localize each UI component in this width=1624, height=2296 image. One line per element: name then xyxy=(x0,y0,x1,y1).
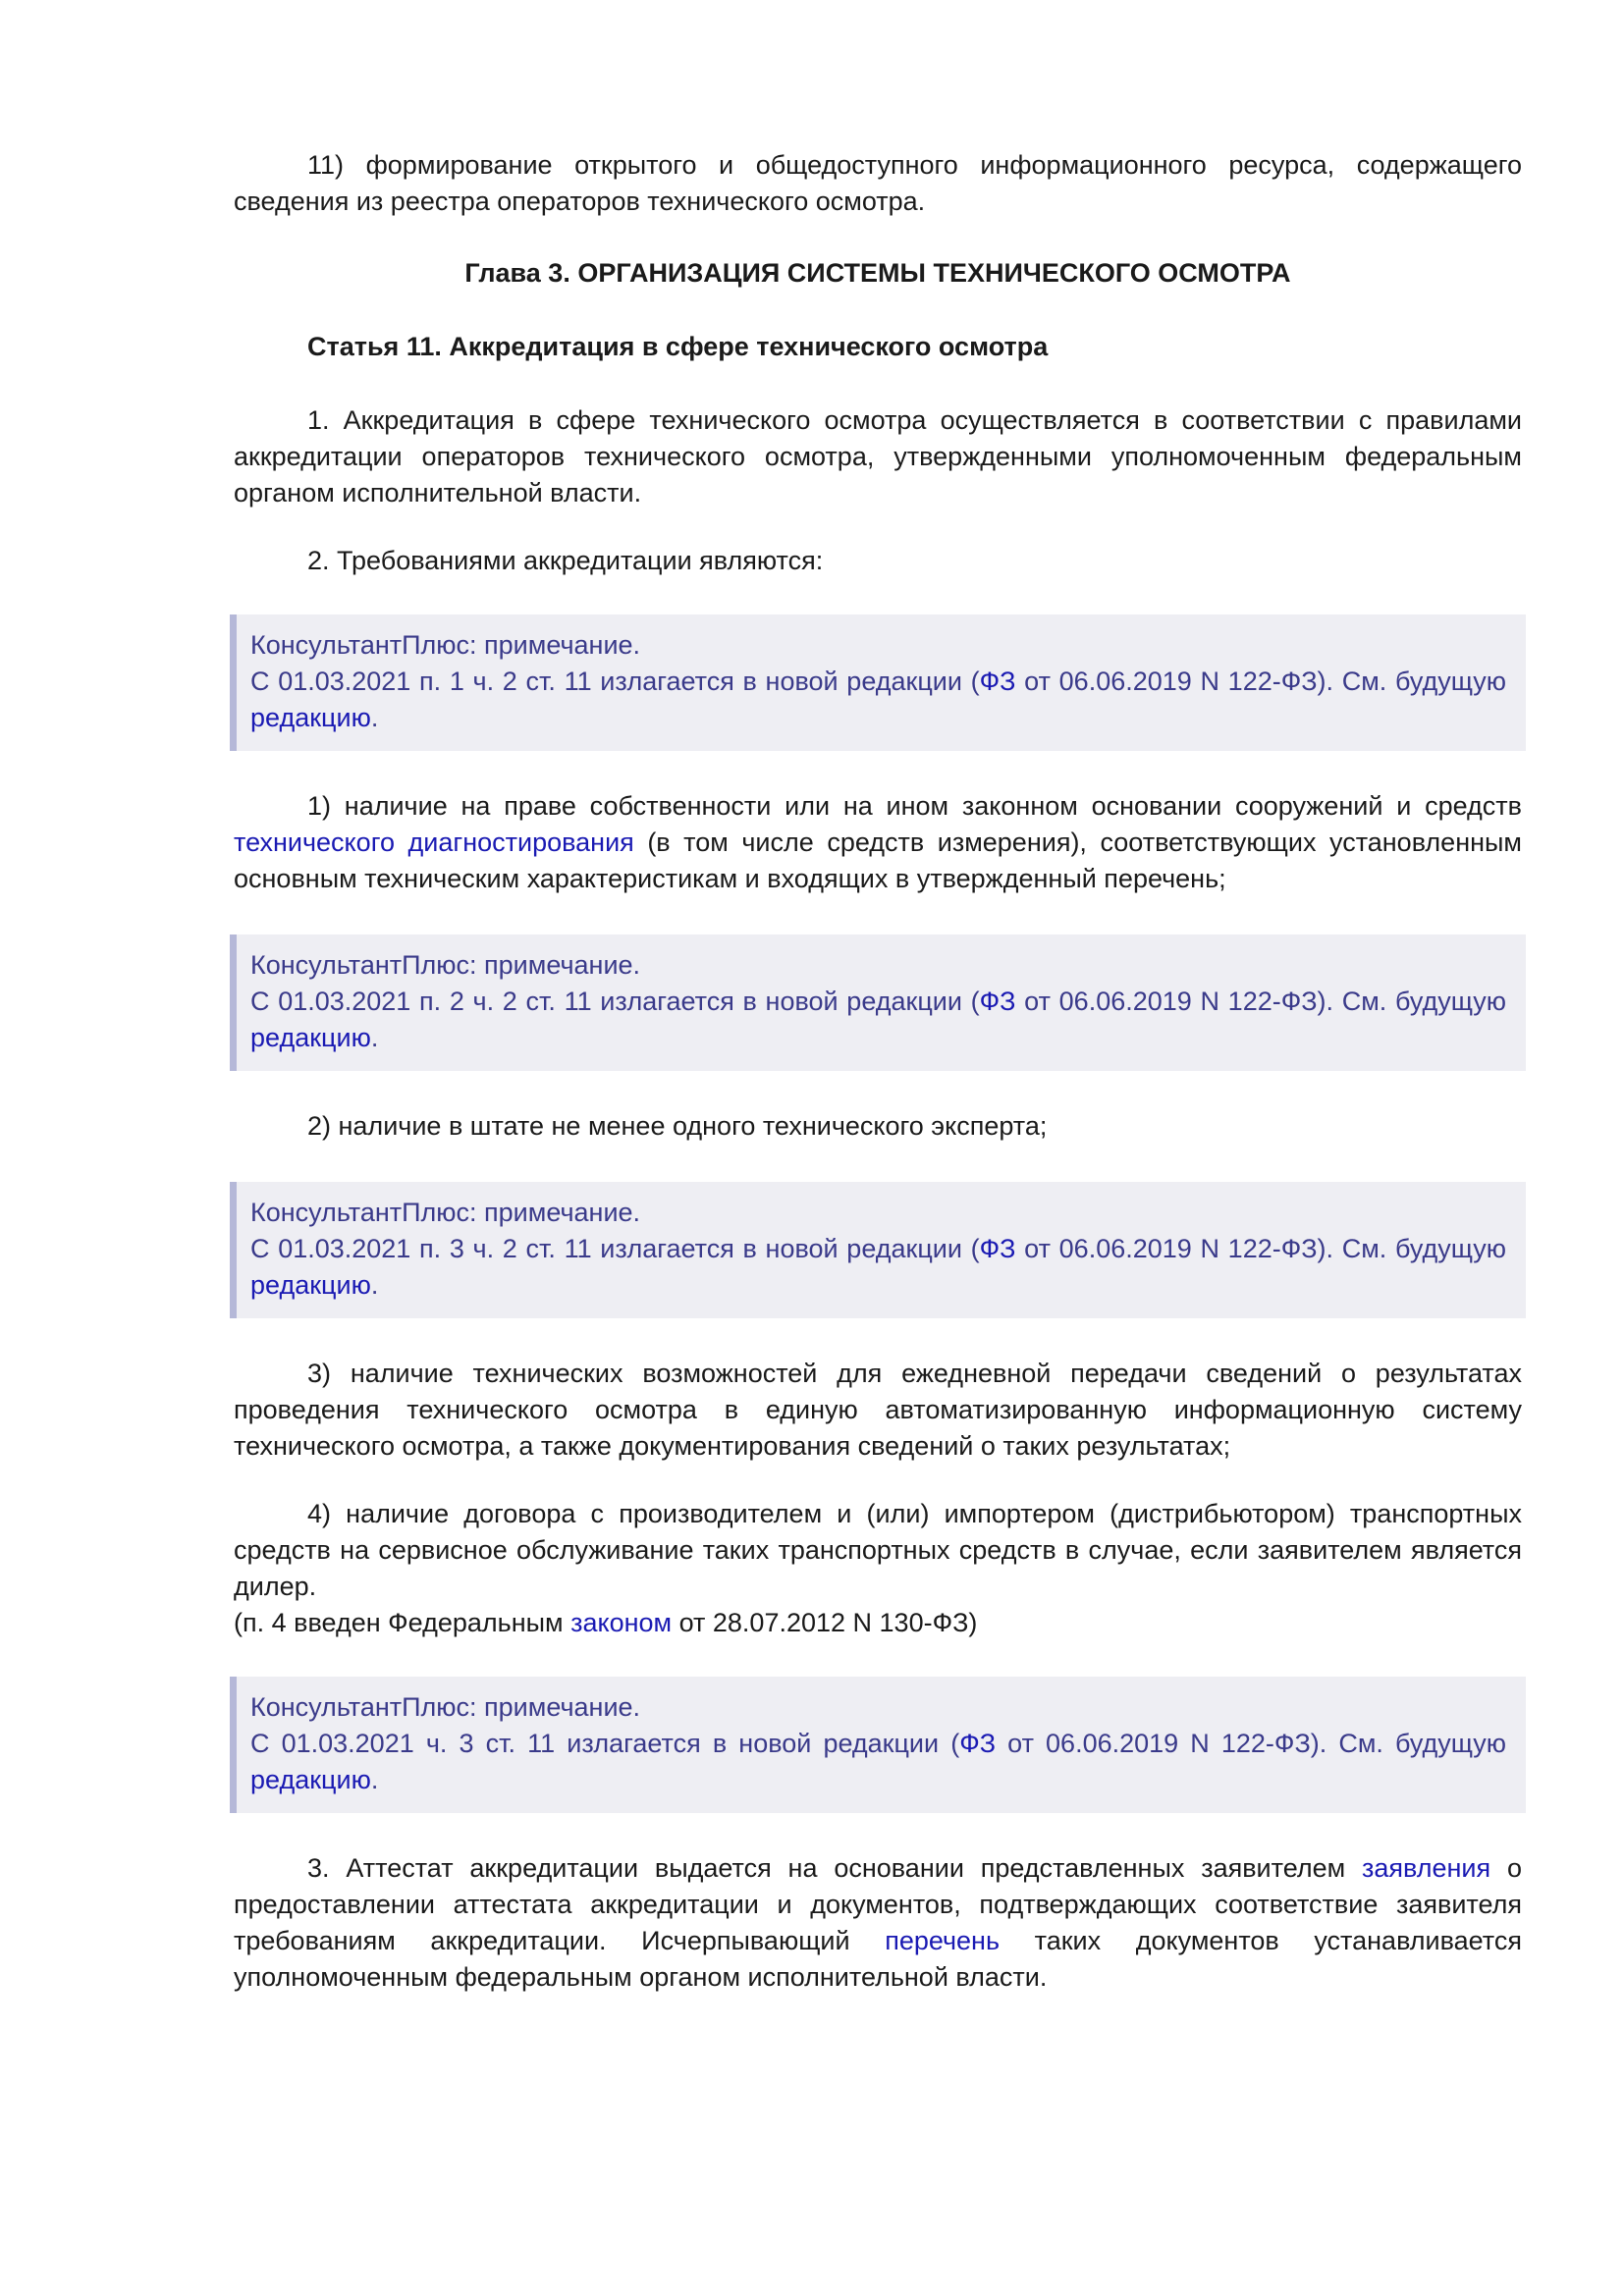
amendment-text-end: от 28.07.2012 N 130-ФЗ) xyxy=(672,1608,978,1637)
note-text-mid: от 06.06.2019 N 122-ФЗ). См. будущую xyxy=(1015,987,1506,1016)
note-title: КонсультантПлюс: примечание. xyxy=(250,950,641,980)
future-edition-link[interactable]: редакцию xyxy=(250,1765,371,1794)
note-title: КонсультантПлюс: примечание. xyxy=(250,1692,641,1722)
requirement-item-2: 2) наличие в штате не менее одного технического эксперта; xyxy=(307,1111,1048,1141)
future-edition-link[interactable]: редакцию xyxy=(250,1270,371,1300)
documents-list-link[interactable]: перечень xyxy=(885,1926,1001,1955)
note-text-mid: от 06.06.2019 N 122-ФЗ). См. будущую xyxy=(1015,667,1506,696)
paragraph-item-11: 11) формирование открытого и общедоступного информационного ресурса, содержащего сведения из реестра операторов технического осмотра. xyxy=(234,150,1522,216)
consultant-note-4 xyxy=(230,1677,1526,1813)
note-body xyxy=(250,984,1506,1056)
requirement-item-1 xyxy=(234,788,1522,897)
note-end: . xyxy=(370,703,379,732)
article-part-3 xyxy=(234,1850,1522,1996)
fz-link[interactable]: ФЗ xyxy=(979,667,1016,696)
note-text: С 01.03.2021 п. 2 ч. 2 ст. 11 излагается в новой редакции ( xyxy=(250,987,980,1016)
note-text: С 01.03.2021 п. 1 ч. 2 ст. 11 излагается в новой редакции ( xyxy=(250,667,980,696)
note-end: . xyxy=(370,1765,379,1794)
application-link[interactable]: заявления xyxy=(1362,1853,1491,1883)
consultant-note-2 xyxy=(230,934,1526,1071)
part-text: 3. Аттестат аккредитации выдается на основании представленных заявителем xyxy=(307,1853,1362,1883)
part-text-end: таких документов устанавливается уполномоченным федеральным органом исполнительной власти. xyxy=(234,1926,1522,1992)
fz-link[interactable]: ФЗ xyxy=(979,1234,1016,1263)
requirement-item-3: 3) наличие технических возможностей для ежедневной передачи сведений о результатах проведения технического осмотра в единую автоматизированную информационную систему технического осмотра, а также документирования сведений о таких результатах; xyxy=(234,1359,1522,1461)
note-text-mid: от 06.06.2019 N 122-ФЗ). См. будущую xyxy=(996,1729,1507,1758)
part-text-mid: о предоставлении аттестата аккредитации и документов, подтверждающих соответствие заявителя требованиям аккредитации. Исчерпывающий xyxy=(234,1853,1522,1955)
fz-link[interactable]: ФЗ xyxy=(979,987,1016,1016)
fz-link[interactable]: ФЗ xyxy=(959,1729,997,1758)
item-text: 1) наличие на праве собственности или на ином законном основании сооружений и средств xyxy=(307,791,1522,821)
article-heading: Статья 11. Аккредитация в сфере технического осмотра xyxy=(307,332,1049,361)
technical-diagnostics-link[interactable]: технического диагностирования xyxy=(234,828,634,857)
item-text-end: (в том числе средств измерения), соответствующих установленным основным техническим характеристикам и входящих в утвержденный перечень; xyxy=(234,828,1522,893)
amendment-text: (п. 4 введен Федеральным xyxy=(234,1608,571,1637)
note-text: С 01.03.2021 ч. 3 ст. 11 излагается в новой редакции ( xyxy=(250,1729,960,1758)
note-body xyxy=(250,664,1506,736)
law-link[interactable]: законом xyxy=(570,1608,673,1637)
note-body xyxy=(250,1231,1506,1304)
note-text: С 01.03.2021 п. 3 ч. 2 ст. 11 излагается в новой редакции ( xyxy=(250,1234,980,1263)
note-body xyxy=(250,1726,1506,1798)
note-end: . xyxy=(370,1270,379,1300)
consultant-note-1 xyxy=(230,614,1526,751)
future-edition-link[interactable]: редакцию xyxy=(250,703,371,732)
note-title: КонсультантПлюс: примечание. xyxy=(250,630,641,660)
note-end: . xyxy=(370,1023,379,1052)
chapter-heading: Глава 3. ОРГАНИЗАЦИЯ СИСТЕМЫ ТЕХНИЧЕСКОГО ОСМОТРА xyxy=(464,258,1291,288)
requirement-item-4: 4) наличие договора с производителем и (или) импортером (дистрибьютором) транспортных средств на сервисное обслуживание таких транспортных средств в случае, если заявителем является дилер. xyxy=(234,1499,1522,1601)
note-text-mid: от 06.06.2019 N 122-ФЗ). См. будущую xyxy=(1015,1234,1506,1263)
amendment-note xyxy=(234,1605,1522,1641)
document-page xyxy=(234,147,1522,1996)
article-part-2: 2. Требованиями аккредитации являются: xyxy=(307,546,824,575)
note-title: КонсультантПлюс: примечание. xyxy=(250,1198,641,1227)
consultant-note-3 xyxy=(230,1182,1526,1318)
future-edition-link[interactable]: редакцию xyxy=(250,1023,371,1052)
article-part-1: 1. Аккредитация в сфере технического осмотра осуществляется в соответствии с правилами аккредитации операторов технического осмотра, утвержденными уполномоченным федеральным органом исполнительной власти. xyxy=(234,405,1522,507)
